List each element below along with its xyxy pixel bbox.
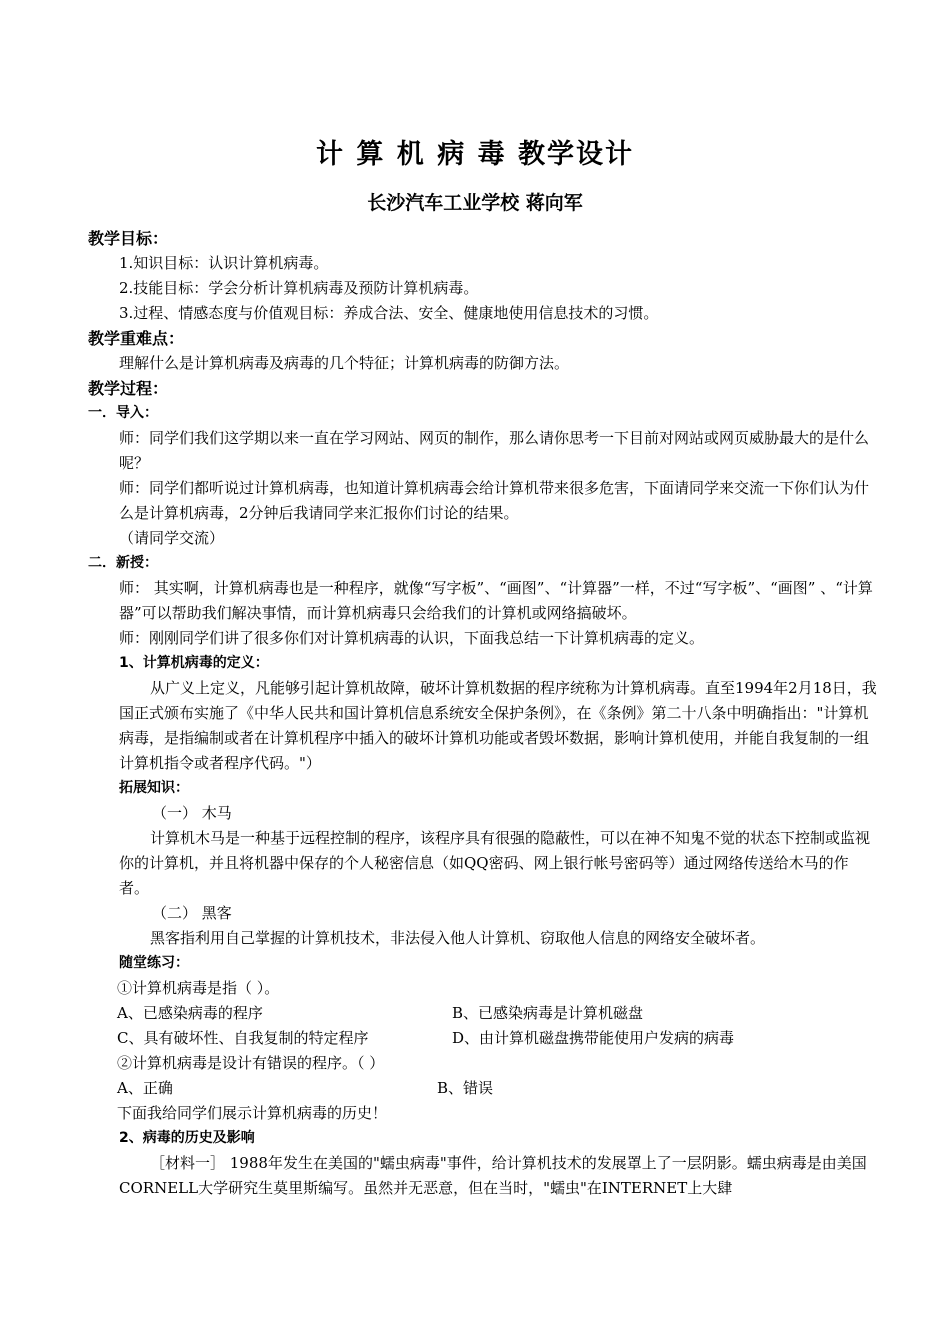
practice-options-row [88,1076,878,1101]
definition-text: 从广义上定义，凡能够引起计算机故障，破坏计算机数据的程序统称为计算机病毒。直至1994年2月18日，我国正式颁布实施了《中华人民共和国计算机信息系统安全保护条例》，在《条例》第二十八条中明确指出："计算机病毒，是指编制或者在计算机程序中插入的破坏计算机功能或者毁坏数据，影响计算机使用，并能自我复制的一组计算机指令或者程序代码。"） [119,679,877,772]
history-material: ［材料一］ 1988年发生在美国的"蠕虫病毒"事件，给计算机技术的发展罩上了一层阴影。蠕虫病毒是由美国CORNELL大学研究生莫里斯编写。虽然并无恶意，但在当时，"蠕虫"在INTERNET上大肆 [119,1154,867,1197]
practice-options-row [88,1001,878,1026]
new-lesson-paragraph: 师： 其实啊，计算机病毒也是一种程序，就像“写字板”、“画图”、“计算器”一样，不过“写字板”、“画图” 、“计算器”可以帮助我们解决事情，而计算机病毒只会给我们的计算机或网络搞破坏。 [119,579,873,622]
process-heading: 教学过程： [88,379,169,398]
new-lesson-paragraph: 师：刚刚同学们讲了很多你们对计算机病毒的认识，下面我总结一下计算机病毒的定义。 [119,629,705,647]
practice-options-row [88,1026,878,1051]
document-title: 计 算 机 病 毒 教学设计 [316,139,634,170]
objective-item: 2.技能目标：学会分析计算机病毒及预防计算机病毒。 [119,279,479,297]
intro-paragraph: （请同学交流） [119,529,225,547]
key-points-text: 理解什么是计算机病毒及病毒的几个特征；计算机病毒的防御方法。 [119,354,570,372]
history-heading: 2、病毒的历史及影响 [119,1130,255,1146]
extension-subtitle: （一） 木马 [152,804,232,822]
intro-heading: 一．导入： [88,405,158,421]
practice-question: ①计算机病毒是指（ ）。 [117,979,280,997]
new-lesson-heading: 二．新授： [88,555,158,571]
practice-option: D、由计算机磁盘携带能使用户发病的病毒 [452,1029,735,1047]
practice-heading: 随堂练习： [119,955,189,971]
practice-option: B、已感染病毒是计算机磁盘 [452,1004,644,1022]
definition-heading: 1、计算机病毒的定义： [119,655,269,671]
transition-text: 下面我给同学们展示计算机病毒的历史！ [117,1104,388,1122]
extension-text: 黑客指利用自己掌握的计算机技术，非法侵入他人计算机、窃取他人信息的网络安全破坏者。 [150,929,766,947]
practice-question: ②计算机病毒是设计有错误的程序。（ ） [117,1054,385,1072]
practice-option: A、已感染病毒的程序 [117,1004,263,1022]
extension-text: 计算机木马是一种基于远程控制的程序，该程序具有很强的隐蔽性，可以在神不知鬼不觉的状态下控制或监视你的计算机，并且将机器中保存的个人秘密信息（如QQ密码、网上银行帐号密码等）通过网络传送给木马的作者。 [119,829,871,897]
intro-paragraph: 师：同学们我们这学期以来一直在学习网站、网页的制作，那么请你思考一下目前对网站或网页威胁最大的是什么呢？ [119,429,870,472]
objective-item: 1.知识目标：认识计算机病毒。 [119,254,329,272]
extension-heading: 拓展知识： [119,780,189,796]
extension-subtitle: （二） 黑客 [152,904,232,922]
document-body [88,226,878,1201]
key-points-heading: 教学重难点： [88,329,185,348]
intro-paragraph: 师：同学们都听说过计算机病毒，也知道计算机病毒会给计算机带来很多危害，下面请同学来交流一下你们认为什么是计算机病毒，2分钟后我请同学来汇报你们讨论的结果。 [119,479,870,522]
practice-option: A、正确 [117,1079,173,1097]
objective-item: 3.过程、情感态度与价值观目标：养成合法、安全、健康地使用信息技术的习惯。 [119,304,659,322]
document-author: 长沙汽车工业学校 蒋向军 [367,192,583,214]
objectives-heading: 教学目标： [88,229,169,248]
practice-option: B、错误 [437,1079,494,1097]
practice-option: C、具有破坏性、自我复制的特定程序 [117,1029,369,1047]
